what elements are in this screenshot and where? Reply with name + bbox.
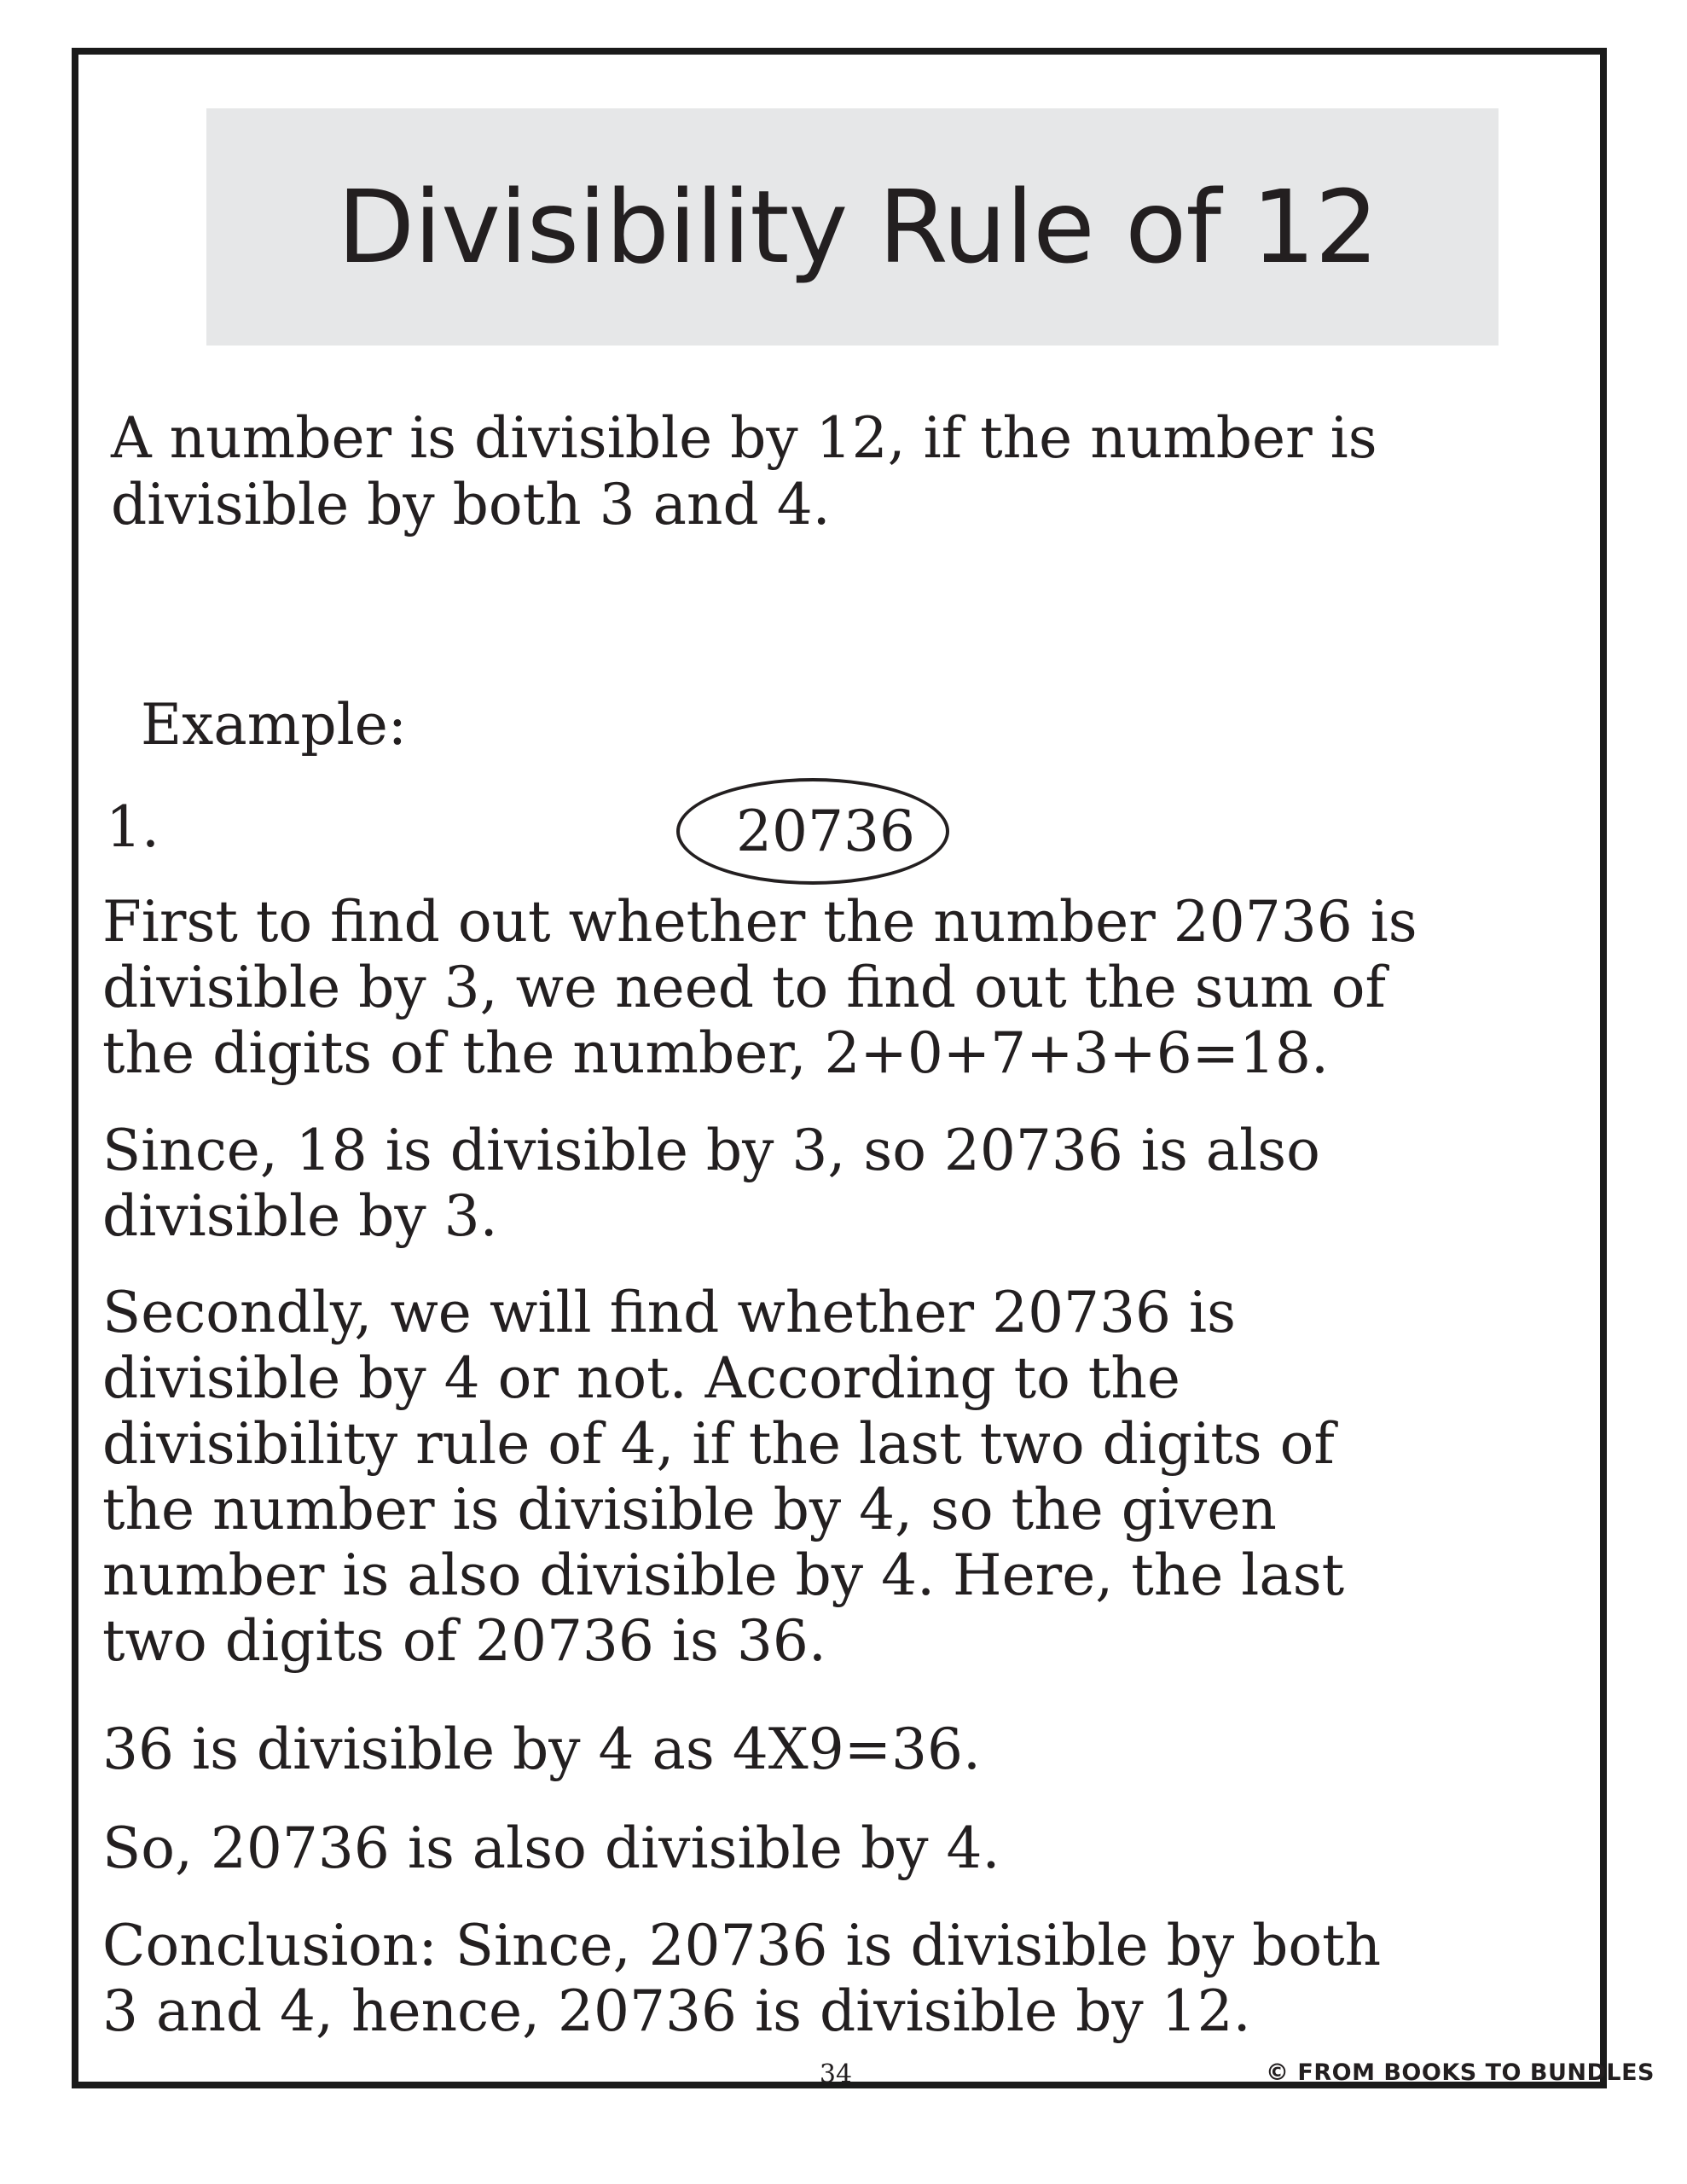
paragraph-divisible-by-4-check	[102, 1280, 1603, 1674]
paragraph-line: number is also divisible by 4. Here, the last	[102, 1542, 1345, 1608]
paragraph-divisible-by-3	[102, 1118, 1603, 1249]
title-banner	[206, 108, 1499, 346]
paragraph-line: divisible by 3.	[102, 1183, 498, 1249]
paragraph-line: the digits of the number, 2+0+7+3+6=18.	[102, 1020, 1329, 1086]
paragraph-line: So, 20736 is also divisible by 4.	[102, 1815, 1000, 1881]
example-number-circle	[676, 778, 949, 885]
paragraph-also-divisible-by-4	[102, 1815, 1603, 1881]
example-label: Example:	[141, 692, 407, 758]
paragraph-line: Secondly, we will find whether 20736 is	[102, 1280, 1236, 1345]
rule-line-1: A number is divisible by 12, if the number is	[111, 405, 1377, 471]
paragraph-sum-of-digits	[102, 889, 1603, 1086]
paragraph-line: Since, 18 is divisible by 3, so 20736 is also	[102, 1118, 1320, 1183]
paragraph-line: two digits of 20736 is 36.	[102, 1608, 826, 1674]
paragraph-line: the number is divisible by 4, so the given	[102, 1477, 1277, 1542]
page-title: Divisibility Rule of 12	[337, 168, 1378, 286]
paragraph-line: 36 is divisible by 4 as 4X9=36.	[102, 1716, 981, 1782]
rule-statement	[111, 405, 1603, 538]
example-index: 1.	[106, 794, 159, 860]
paragraph-line: divisibility rule of 4, if the last two digits of	[102, 1411, 1335, 1477]
example-number: 20736	[736, 798, 915, 864]
paragraph-line: divisible by 3, we need to find out the sum of	[102, 955, 1386, 1020]
copyright-notice: © FROM BOOKS TO BUNDLES	[1266, 2059, 1655, 2086]
paragraph-line: 3 and 4, hence, 20736 is divisible by 12.	[102, 1978, 1251, 2044]
paragraph-line: Conclusion: Since, 20736 is divisible by both	[102, 1913, 1382, 1978]
paragraph-36-divisible	[102, 1716, 1603, 1782]
page-number: 34	[819, 2059, 853, 2089]
paragraph-line: divisible by 4 or not. According to the	[102, 1345, 1180, 1411]
paragraph-conclusion	[102, 1913, 1603, 2044]
paragraph-line: First to find out whether the number 20736 is	[102, 889, 1417, 955]
rule-line-2: divisible by both 3 and 4.	[111, 472, 831, 537]
